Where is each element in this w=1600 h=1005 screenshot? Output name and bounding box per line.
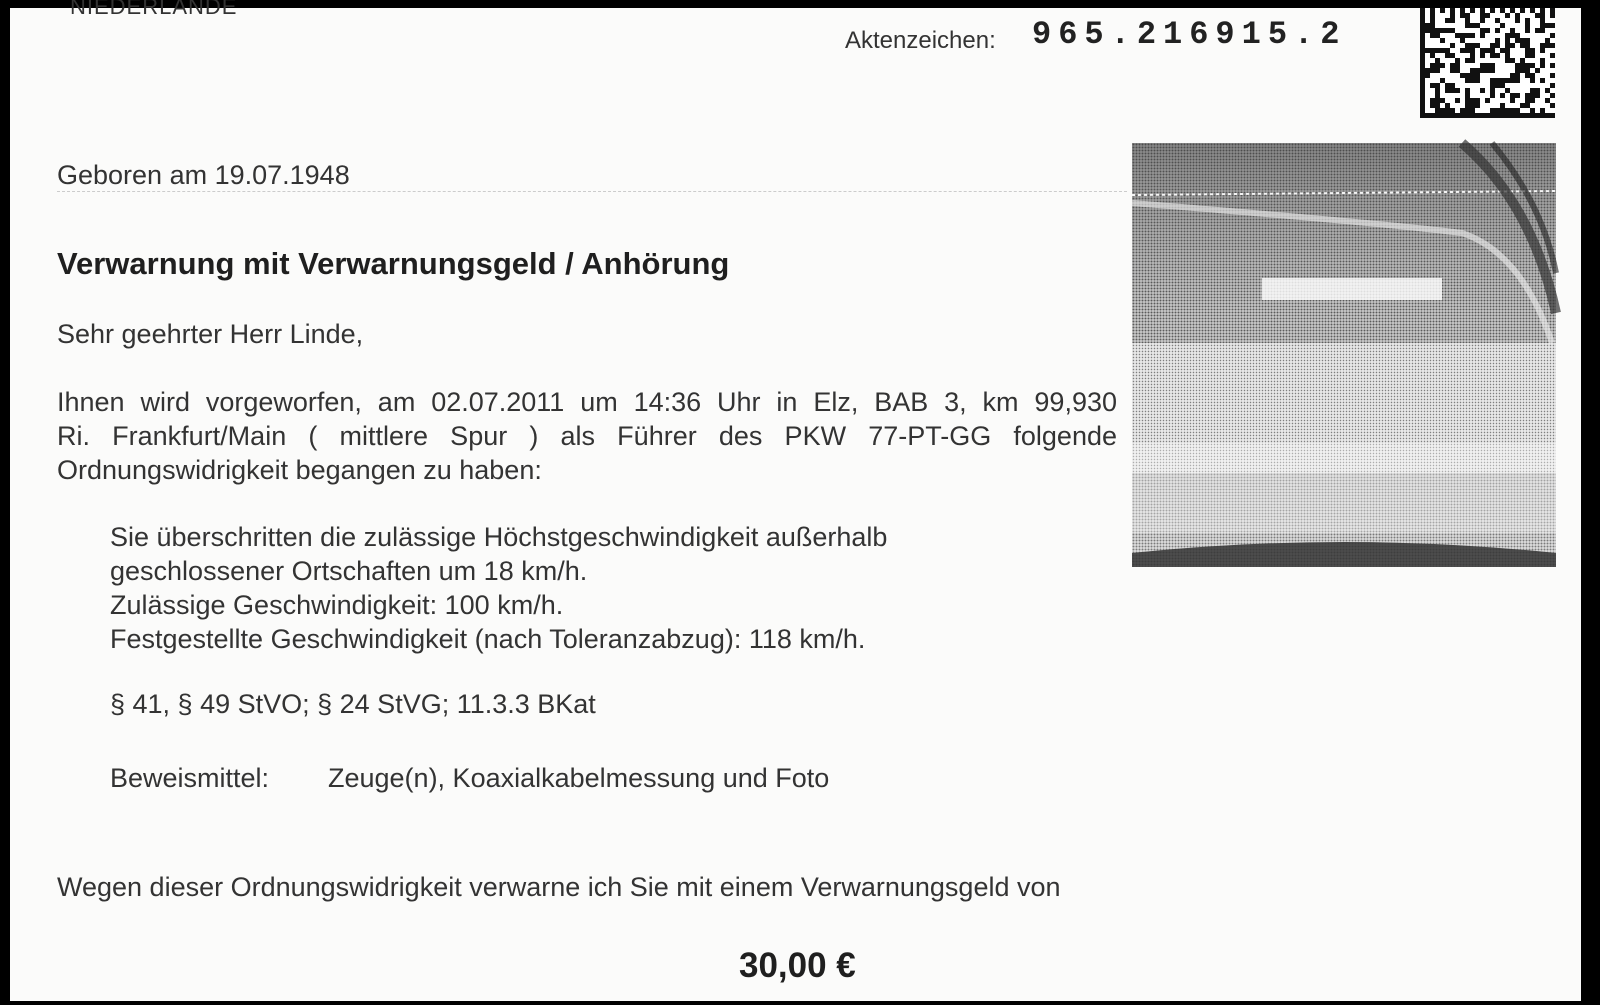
- legal-basis: § 41, § 49 StVO; § 24 StVG; 11.3.3 BKat: [110, 689, 596, 719]
- address-country-fragment: NIEDERLANDE: [70, 0, 238, 19]
- evidence-label: Beweismittel:: [110, 763, 270, 793]
- salutation: Sehr geehrter Herr Linde,: [57, 319, 364, 349]
- offense-line: geschlossener Ortschaften um 18 km/h.: [110, 556, 588, 586]
- offense-description: [110, 520, 887, 656]
- offense-line: Festgestellte Geschwindigkeit (nach Toleranzabzug): 118 km/h.: [110, 624, 866, 654]
- offense-line: Sie überschritten die zulässige Höchstgeschwindigkeit außerhalb: [110, 522, 888, 552]
- datamatrix-code-icon: [1420, 8, 1555, 118]
- offense-line: Zulässige Geschwindigkeit: 100 km/h.: [110, 590, 564, 620]
- divider: [57, 191, 1127, 192]
- fine-amount: 30,00 €: [739, 946, 856, 985]
- paragraph-line: Ordnungswidrigkeit begangen zu haben:: [57, 455, 542, 485]
- letter-title: Verwarnung mit Verwarnungsgeld / Anhörung: [57, 246, 730, 281]
- paragraph-line: Ri. Frankfurt/Main ( mittlere Spur ) als Führer des PKW 77-PT-GG folgende: [57, 421, 1117, 451]
- document-page: [10, 0, 1581, 1001]
- file-number-value: 965.216915.2: [1032, 16, 1347, 53]
- accusation-paragraph: [57, 385, 1117, 487]
- speed-camera-photo: [1132, 143, 1556, 567]
- paragraph-line: Ihnen wird vorgeworfen, am 02.07.2011 um 14:36 Uhr in Elz, BAB 3, km 99,930: [57, 387, 1117, 417]
- closing-sentence: Wegen dieser Ordnungswidrigkeit verwarne ich Sie mit einem Verwarnungsgeld von: [57, 872, 1061, 902]
- evidence-value: Zeuge(n), Koaxialkabelmessung und Foto: [328, 763, 830, 793]
- birth-date-line: Geboren am 19.07.1948: [57, 160, 350, 190]
- file-number-label: Aktenzeichen:: [845, 27, 996, 54]
